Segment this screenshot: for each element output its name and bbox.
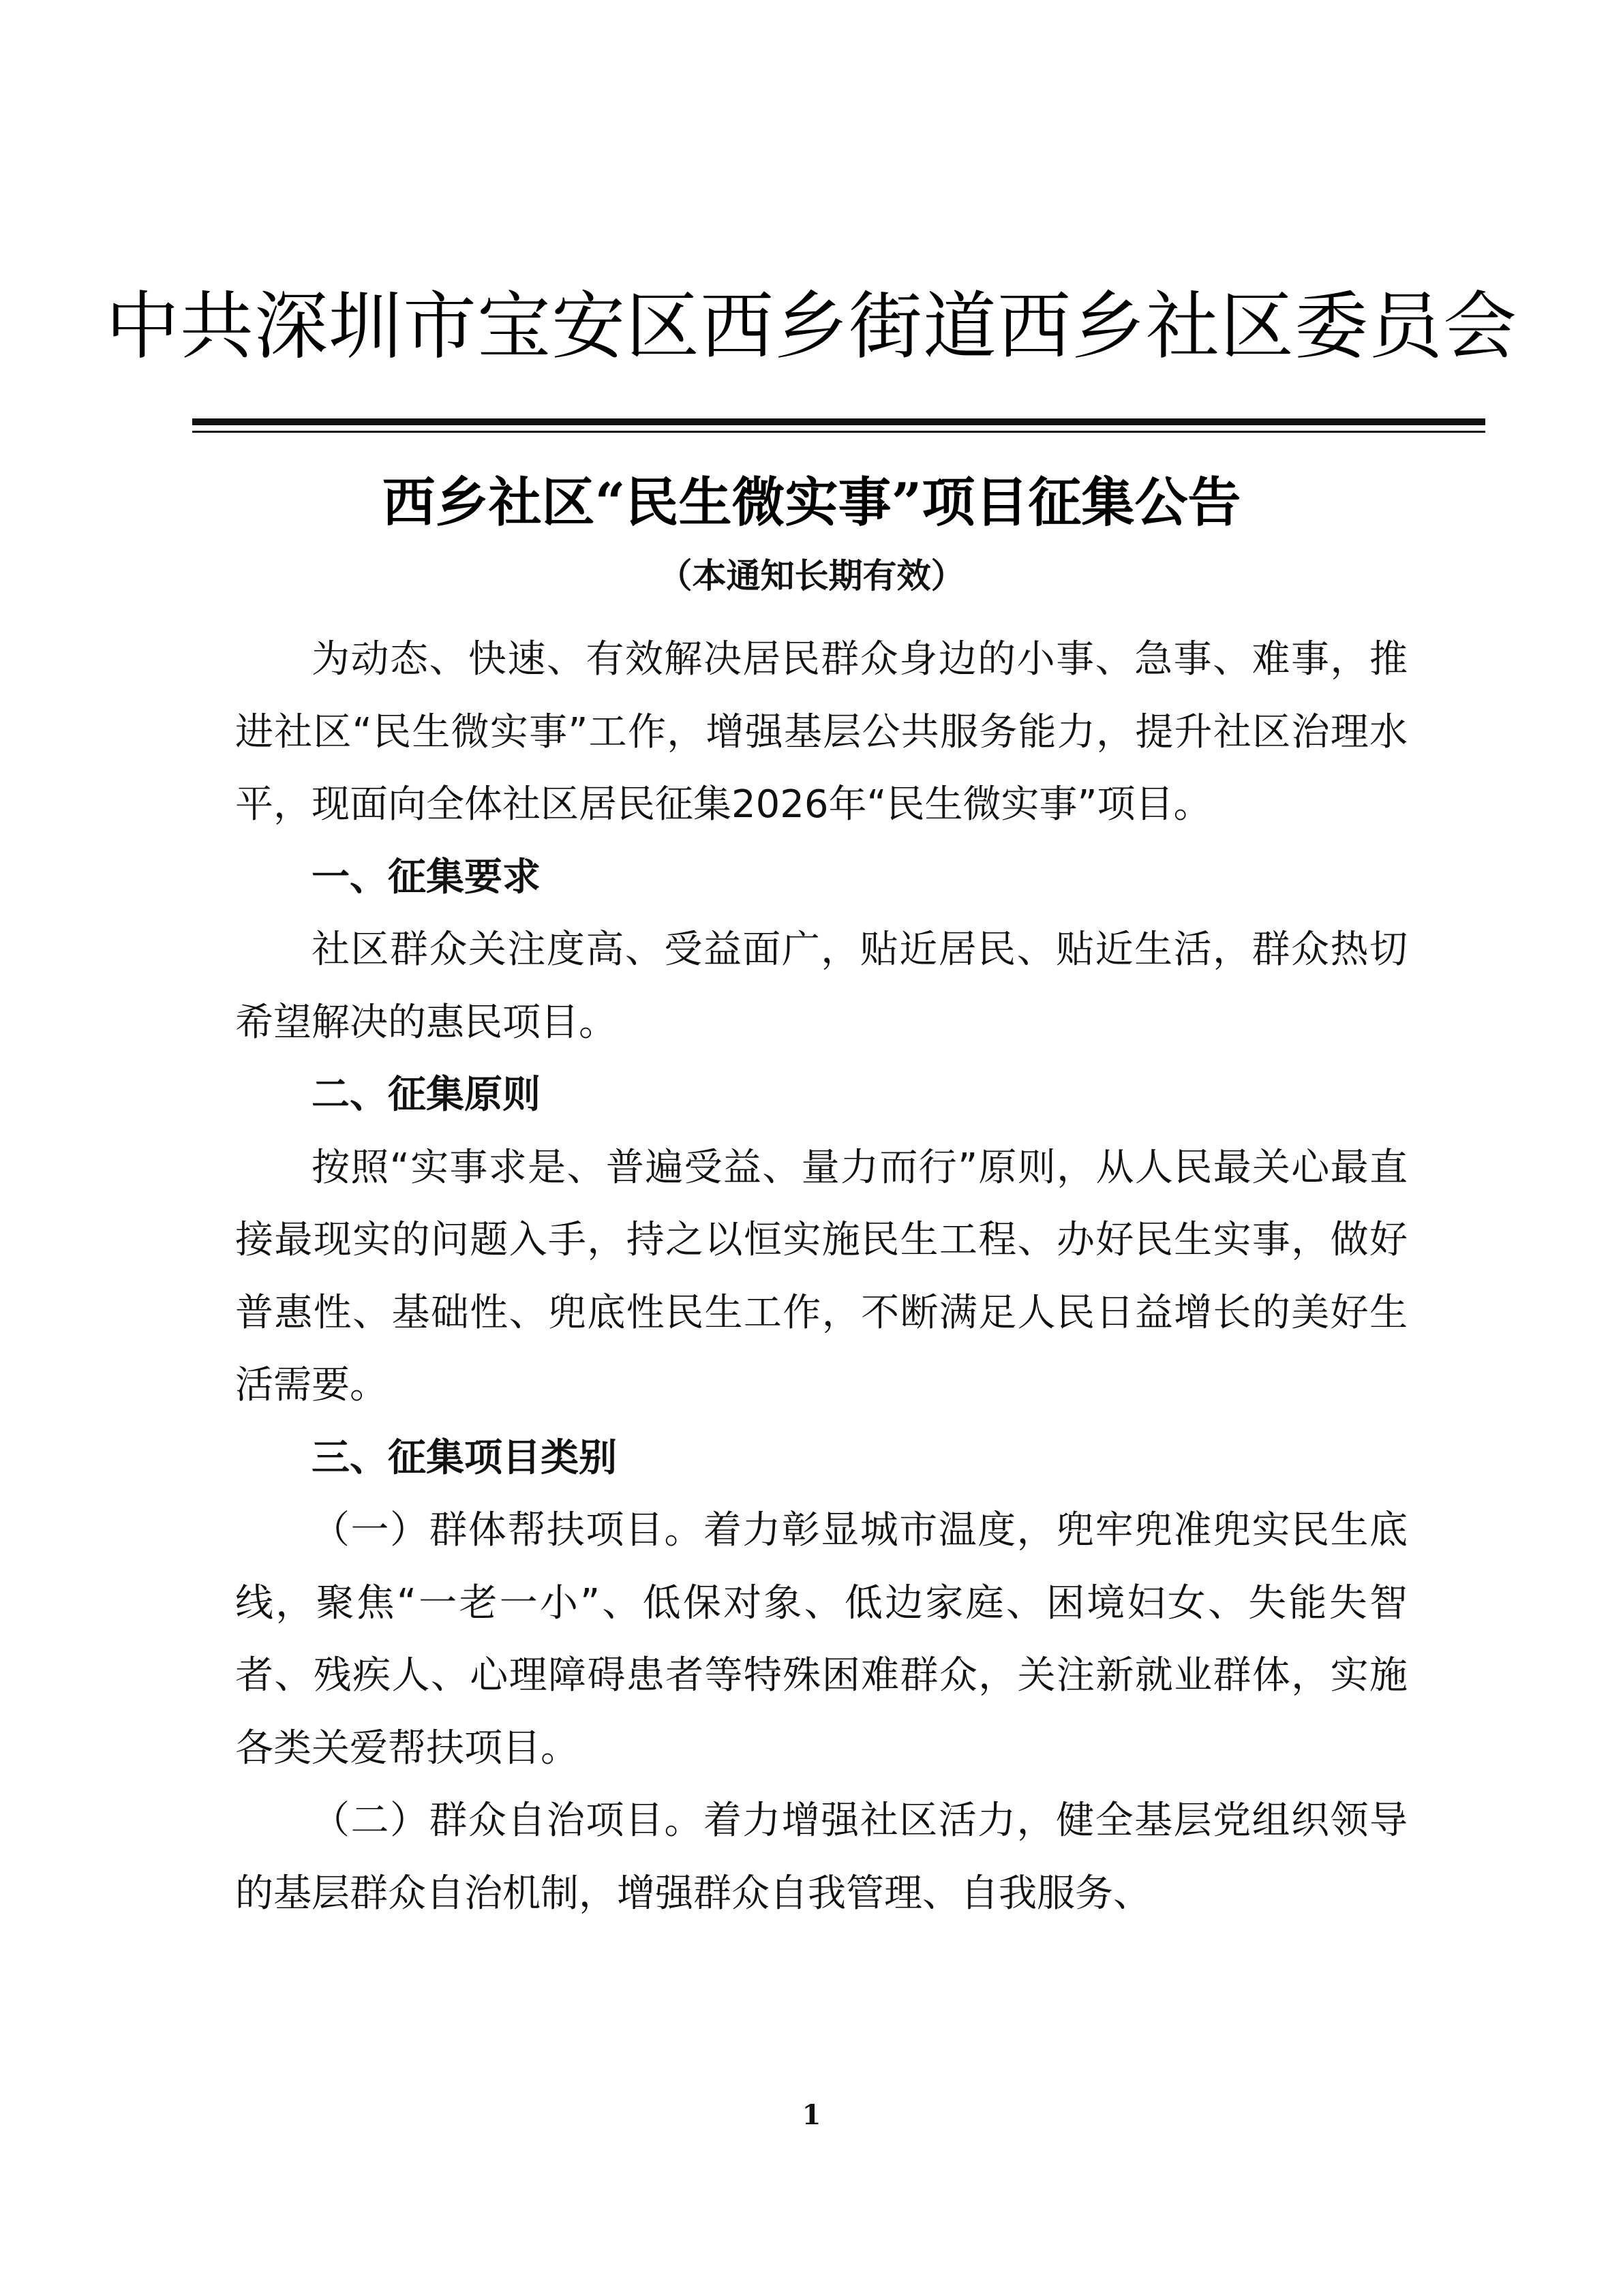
header-divider-thin	[192, 431, 1485, 433]
intro-paragraph: 为动态、快速、有效解决居民群众身边的小事、急事、难事，推进社区“民生微实事”工作，增强基层公共服务能力，提升社区治理水平，现面向全体社区居民征集2026年“民生微实事”项目。	[235, 637, 1408, 827]
notice-body	[235, 624, 1408, 1930]
section-paragraph: 按照“实事求是、普遍受益、量力而行”原则，从人民最关心最直接最现实的问题入手，持之以恒实施民生工程、办好民生实事，做好普惠性、基础性、兜底性民生工作，不断满足人民日益增长的美好生活需要。	[235, 1145, 1408, 1407]
section-paragraph: （一）群体帮扶项目。着力彰显城市温度，兜牢兜准兜实民生底线，聚焦“一老一小”、低保对象、低边家庭、困境妇女、失能失智者、残疾人、心理障碍患者等特殊困难群众，关注新就业群体，实施各类关爱帮扶项目。	[235, 1508, 1408, 1771]
section-heading: 三、征集项目类别	[312, 1435, 617, 1480]
organization-header: 中共深圳市宝安区西乡街道西乡社区委员会	[105, 284, 1517, 369]
notice-title: 西乡社区“民生微实事”项目征集公告	[382, 472, 1241, 534]
section-heading: 二、征集原则	[312, 1073, 541, 1117]
notice-subtitle: （本通知长期有效）	[658, 555, 965, 596]
header-divider-thick	[192, 418, 1485, 425]
section-heading: 一、征集要求	[312, 855, 541, 900]
section-paragraph: （二）群众自治项目。着力增强社区活力，健全基层党组织领导的基层群众自治机制，增强群众自我管理、自我服务、	[235, 1798, 1408, 1916]
page-number: 1	[802, 2099, 821, 2131]
section-paragraph: 社区群众关注度高、受益面广，贴近居民、贴近生活，群众热切希望解决的惠民项目。	[235, 928, 1408, 1045]
